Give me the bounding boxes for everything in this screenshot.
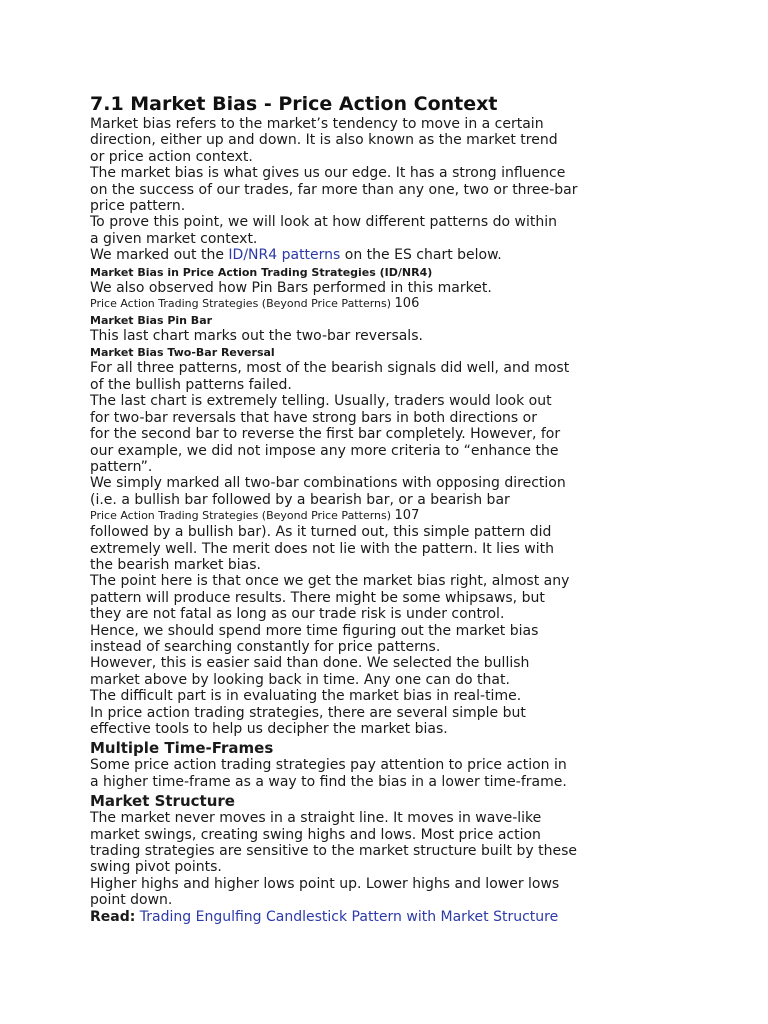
text-line: market swings, creating swing highs and lows. Most price action bbox=[90, 826, 541, 843]
text-line: a higher time-frame as a way to find the bias in a lower time-frame. bbox=[90, 773, 567, 790]
text-line: effective tools to help us decipher the market bias. bbox=[90, 721, 448, 737]
text-line: We also observed how Pin Bars performed in this market. bbox=[90, 279, 492, 296]
text-line: or price action context. bbox=[90, 148, 253, 165]
figure-caption-id-nr4: Market Bias in Price Action Trading Strategies (ID/NR4) bbox=[90, 265, 433, 279]
text-line: The last chart is extremely telling. Usually, traders would look out bbox=[90, 393, 552, 410]
read-more-line bbox=[90, 909, 690, 925]
page-number: 107 bbox=[394, 508, 420, 524]
text-line: trading strategies are sensitive to the market structure built by these bbox=[90, 843, 577, 860]
text-line: market above by looking back in time. Any one can do that. bbox=[90, 671, 510, 688]
text-line: they are not fatal as long as our trade risk is under control. bbox=[90, 606, 505, 623]
text-line: The point here is that once we get the market bias right, almost any bbox=[90, 573, 570, 590]
text-line: pattern”. bbox=[90, 458, 153, 475]
text-line: In price action trading strategies, there are several simple but bbox=[90, 704, 526, 721]
text-line: We simply marked all two-bar combinations with opposing direction bbox=[90, 475, 566, 492]
intro-paragraph bbox=[90, 116, 690, 247]
text-line: a given market context. bbox=[90, 230, 258, 247]
text-line: direction, either up and down. It is also known as the market trend bbox=[90, 132, 558, 149]
text-line: instead of searching constantly for price patterns. bbox=[90, 638, 441, 655]
footer-text: Price Action Trading Strategies (Beyond Price Patterns) bbox=[90, 509, 395, 523]
text-line: for the second bar to reverse the first bar completely. However, for bbox=[90, 426, 561, 443]
text-line: For all three patterns, most of the bearish signals did well, and most bbox=[90, 360, 570, 377]
text-line: The market bias is what gives us our edge. It has a strong influence bbox=[90, 165, 566, 182]
text-line: swing pivot points. bbox=[90, 859, 222, 876]
text-line: our example, we did not impose any more criteria to “enhance the bbox=[90, 442, 559, 459]
text-line: To prove this point, we will look at how different patterns do within bbox=[90, 214, 558, 231]
text-line: However, this is easier said than done. We selected the bullish bbox=[90, 655, 530, 672]
text-line: the bearish market bias. bbox=[90, 556, 262, 573]
text-line: of the bullish patterns failed. bbox=[90, 376, 292, 393]
text-line: price pattern. bbox=[90, 198, 186, 215]
footer-text: Price Action Trading Strategies (Beyond Price Patterns) bbox=[90, 297, 395, 311]
marked-line bbox=[90, 247, 690, 263]
text-line: pattern will produce results. There might be some whipsaws, but bbox=[90, 589, 545, 606]
figure-caption-two-bar: Market Bias Two-Bar Reversal bbox=[90, 346, 275, 360]
text-line: extremely well. The merit does not lie with the pattern. It lies with bbox=[90, 540, 555, 557]
page-number: 106 bbox=[394, 296, 420, 312]
figure-caption-pin-bar: Market Bias Pin Bar bbox=[90, 314, 213, 328]
text-line: for two-bar reversals that have strong bars in both directions or bbox=[90, 409, 537, 426]
text-segment: We marked out the bbox=[90, 247, 229, 264]
page-footer bbox=[90, 296, 690, 312]
text-line: This last chart marks out the two-bar reversals. bbox=[90, 328, 423, 345]
page-footer bbox=[90, 508, 690, 524]
conclusion-paragraph bbox=[90, 524, 690, 737]
text-line: The difficult part is in evaluating the market bias in real-time. bbox=[90, 688, 522, 705]
market-structure-paragraph bbox=[90, 810, 690, 908]
section-heading-time-frames: Multiple Time-Frames bbox=[90, 739, 274, 758]
section-heading-market-structure: Market Structure bbox=[90, 792, 235, 811]
analysis-paragraph bbox=[90, 360, 690, 508]
page-title: 7.1 Market Bias - Price Action Context bbox=[90, 93, 498, 115]
text-line: on the success of our trades, far more than any one, two or three-bar bbox=[90, 181, 578, 198]
document-page bbox=[90, 92, 690, 925]
text-line: Some price action trading strategies pay attention to price action in bbox=[90, 757, 567, 774]
text-line: point down. bbox=[90, 892, 173, 909]
id-nr4-link[interactable]: ID/NR4 patterns bbox=[228, 247, 341, 264]
text-line: (i.e. a bullish bar followed by a bearish bar, or a bearish bar bbox=[90, 491, 510, 508]
text-line: The market never moves in a straight line. It moves in wave-like bbox=[90, 810, 542, 827]
read-label: Read: bbox=[90, 908, 136, 925]
read-more-link[interactable]: Trading Engulfing Candlestick Pattern with Market Structure bbox=[139, 908, 559, 925]
text-line: Higher highs and higher lows point up. Lower highs and lower lows bbox=[90, 875, 560, 892]
text-line: Hence, we should spend more time figuring out the market bias bbox=[90, 622, 539, 639]
time-frames-paragraph bbox=[90, 757, 690, 790]
text-segment: on the ES chart below. bbox=[340, 247, 502, 264]
text-line: followed by a bullish bar). As it turned out, this simple pattern did bbox=[90, 524, 552, 541]
text-line: Market bias refers to the market’s tendency to move in a certain bbox=[90, 116, 544, 132]
